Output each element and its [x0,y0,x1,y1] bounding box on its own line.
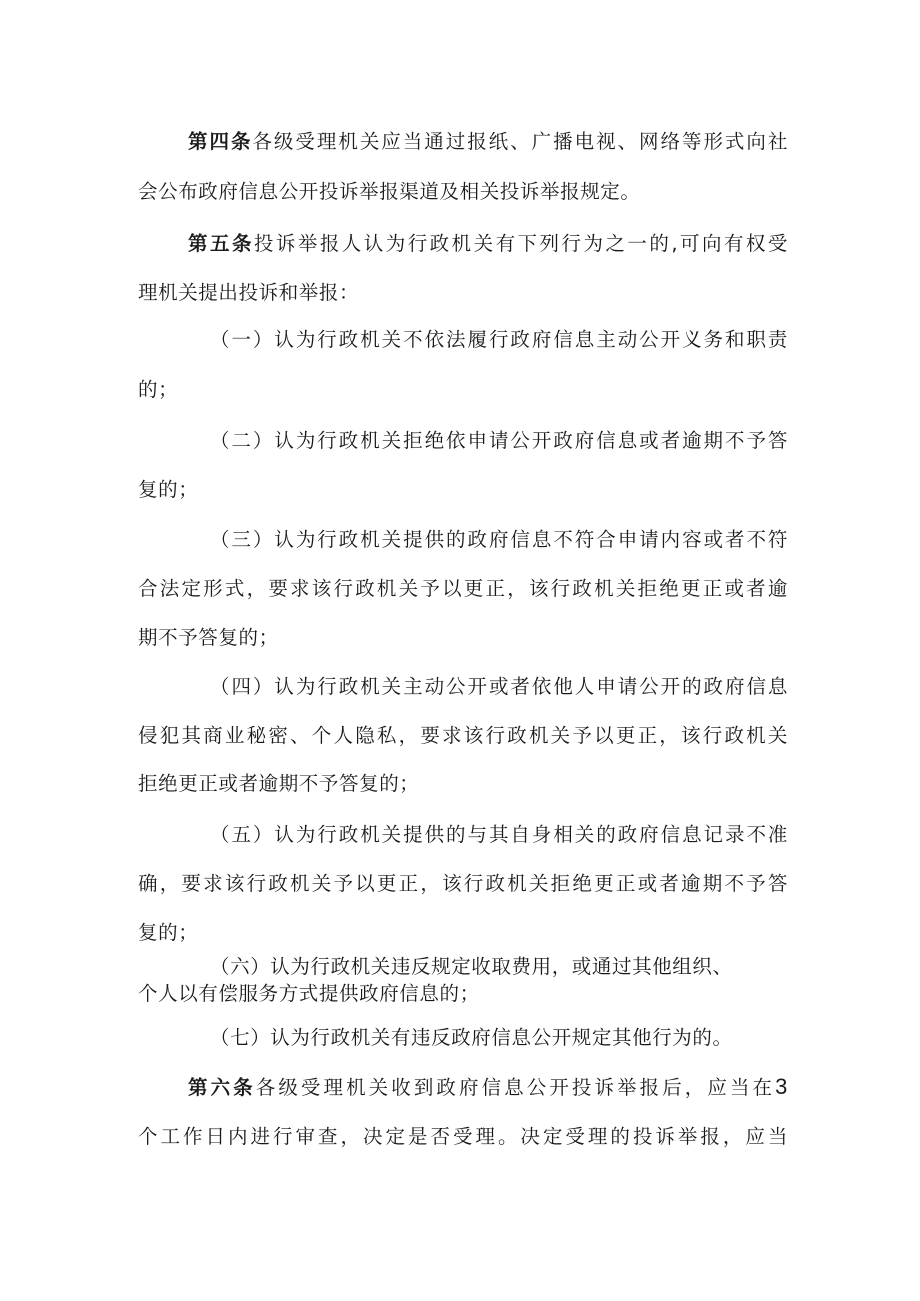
item-6-line-1: （六）认为行政机关违反规定收取费用，或通过其他组织、 [210,955,733,978]
item-6-line-2: 个人以有偿服务方式提供政府信息的； [138,982,480,1005]
article-4-text-1: 各级受理机关应当通过报纸、广播电视、网络等形式向社 [252,130,788,153]
article-6-text-1: 各级受理机关收到政府信息公开投诉举报后，应当在 [255,1076,776,1099]
article-5-text-1: 投诉举报人认为行政机关有下列行为之一的,可向有权受 [253,232,788,255]
article-5-line-1 [188,231,788,257]
item-2-line-1: （二）认为行政机关拒绝依申请公开政府信息或者逾期不予答 [210,429,788,452]
article-4-line-2: 会公布政府信息公开投诉举报渠道及相关投诉举报规定。 [138,180,641,203]
item-2-line-2: 复的； [138,478,199,501]
item-7-line-1: （七）认为行政机关有违反政府信息公开规定其他行为的。 [210,1026,733,1049]
item-4-line-2: 侵犯其商业秘密、个人隐私，要求该行政机关予以更正，该行政机关 [138,724,788,747]
article-5-line-2: 理机关提出投诉和举报： [138,281,360,304]
item-4-line-1: （四）认为行政机关主动公开或者依他人申请公开的政府信息 [210,675,788,698]
article-6-line-1 [188,1074,788,1101]
item-5-line-3: 复的； [138,921,199,944]
item-1-line-2: 的； [138,378,179,401]
article-4-heading: 第四条 [188,130,253,153]
item-4-line-3: 拒绝更正或者逾期不予答复的； [138,772,420,795]
item-3-line-1: （三）认为行政机关提供的政府信息不符合申请内容或者不符 [210,528,788,551]
item-1-line-1: （一）认为行政机关不依法履行政府信息主动公开义务和职责 [210,328,788,351]
article-6-line-2: 个工作日内进行审查，决定是否受理。决定受理的投诉举报，应当 [138,1125,788,1148]
item-5-line-2: 确，要求该行政机关予以更正，该行政机关拒绝更正或者逾期不予答 [138,872,788,895]
item-3-line-3: 期不予答复的； [138,626,279,649]
article-6-days-number: 3 [775,1074,788,1099]
article-5-heading: 第五条 [188,232,254,255]
article-4-line-1 [188,129,788,155]
item-5-line-1: （五）认为行政机关提供的与其自身相关的政府信息记录不准 [210,823,788,846]
article-6-heading: 第六条 [188,1076,256,1099]
item-3-line-2: 合法定形式，要求该行政机关予以更正，该行政机关拒绝更正或者逾 [138,577,788,600]
